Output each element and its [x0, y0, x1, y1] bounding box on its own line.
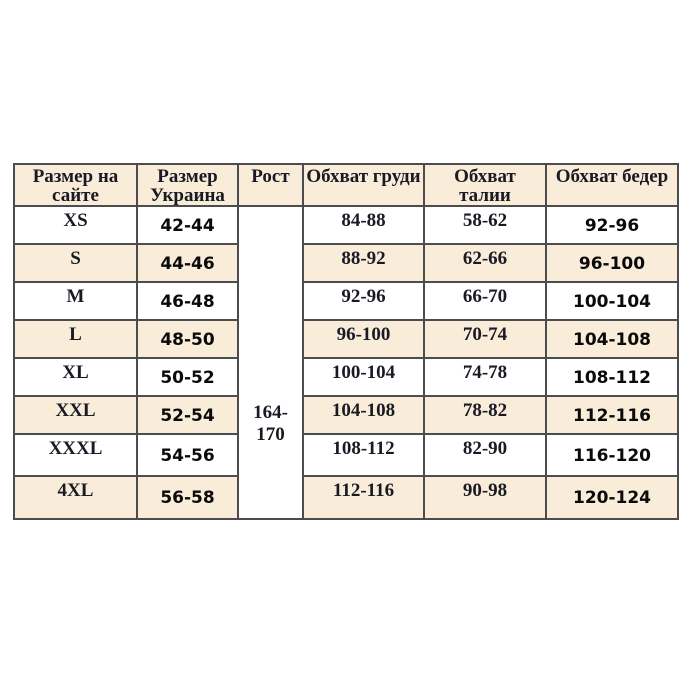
cell-ua-size: 48-50	[137, 320, 238, 358]
cell-waist: 58-62	[424, 206, 546, 244]
cell-waist: 78-82	[424, 396, 546, 434]
cell-site-size: S	[14, 244, 137, 282]
size-chart-table	[13, 163, 679, 520]
header-height: Рост	[238, 164, 303, 206]
cell-site-size: XXXL	[14, 434, 137, 476]
cell-hips: 108-112	[546, 358, 678, 396]
cell-site-size: 4XL	[14, 476, 137, 519]
cell-waist: 82-90	[424, 434, 546, 476]
cell-site-size: M	[14, 282, 137, 320]
height-value-line1: 164-	[253, 402, 288, 423]
cell-ua-size: 50-52	[137, 358, 238, 396]
cell-chest: 88-92	[303, 244, 424, 282]
header-chest: Обхват груди	[303, 164, 424, 206]
cell-hips: 116-120	[546, 434, 678, 476]
cell-ua-size: 46-48	[137, 282, 238, 320]
cell-hips: 112-116	[546, 396, 678, 434]
header-size-site: Размер на сайте	[14, 164, 137, 206]
table-row-l	[14, 320, 678, 358]
cell-ua-size: 52-54	[137, 396, 238, 434]
cell-ua-size: 54-56	[137, 434, 238, 476]
cell-chest: 96-100	[303, 320, 424, 358]
cell-waist: 74-78	[424, 358, 546, 396]
table-row-xxxl	[14, 434, 678, 476]
cell-waist: 62-66	[424, 244, 546, 282]
cell-ua-size: 44-46	[137, 244, 238, 282]
cell-waist: 70-74	[424, 320, 546, 358]
cell-hips: 92-96	[546, 206, 678, 244]
cell-chest: 92-96	[303, 282, 424, 320]
header-row	[14, 164, 678, 206]
header-hips: Обхват бедер	[546, 164, 678, 206]
cell-hips: 100-104	[546, 282, 678, 320]
cell-height-merged	[238, 206, 303, 519]
cell-chest: 108-112	[303, 434, 424, 476]
cell-site-size: XXL	[14, 396, 137, 434]
table-row-s	[14, 244, 678, 282]
cell-site-size: XL	[14, 358, 137, 396]
header-waist: Обхват талии	[424, 164, 546, 206]
cell-hips: 104-108	[546, 320, 678, 358]
cell-chest: 100-104	[303, 358, 424, 396]
height-value-line2: 170	[256, 424, 285, 445]
cell-chest: 104-108	[303, 396, 424, 434]
table-row-xs	[14, 206, 678, 244]
cell-chest: 84-88	[303, 206, 424, 244]
table-row-xxl	[14, 396, 678, 434]
table-row-4xl	[14, 476, 678, 519]
cell-ua-size: 42-44	[137, 206, 238, 244]
cell-site-size: XS	[14, 206, 137, 244]
cell-site-size: L	[14, 320, 137, 358]
cell-ua-size: 56-58	[137, 476, 238, 519]
cell-hips: 96-100	[546, 244, 678, 282]
table-row-xl	[14, 358, 678, 396]
cell-waist: 66-70	[424, 282, 546, 320]
header-size-ua: Размер Украина	[137, 164, 238, 206]
cell-waist: 90-98	[424, 476, 546, 519]
cell-chest: 112-116	[303, 476, 424, 519]
cell-hips: 120-124	[546, 476, 678, 519]
table-row-m	[14, 282, 678, 320]
